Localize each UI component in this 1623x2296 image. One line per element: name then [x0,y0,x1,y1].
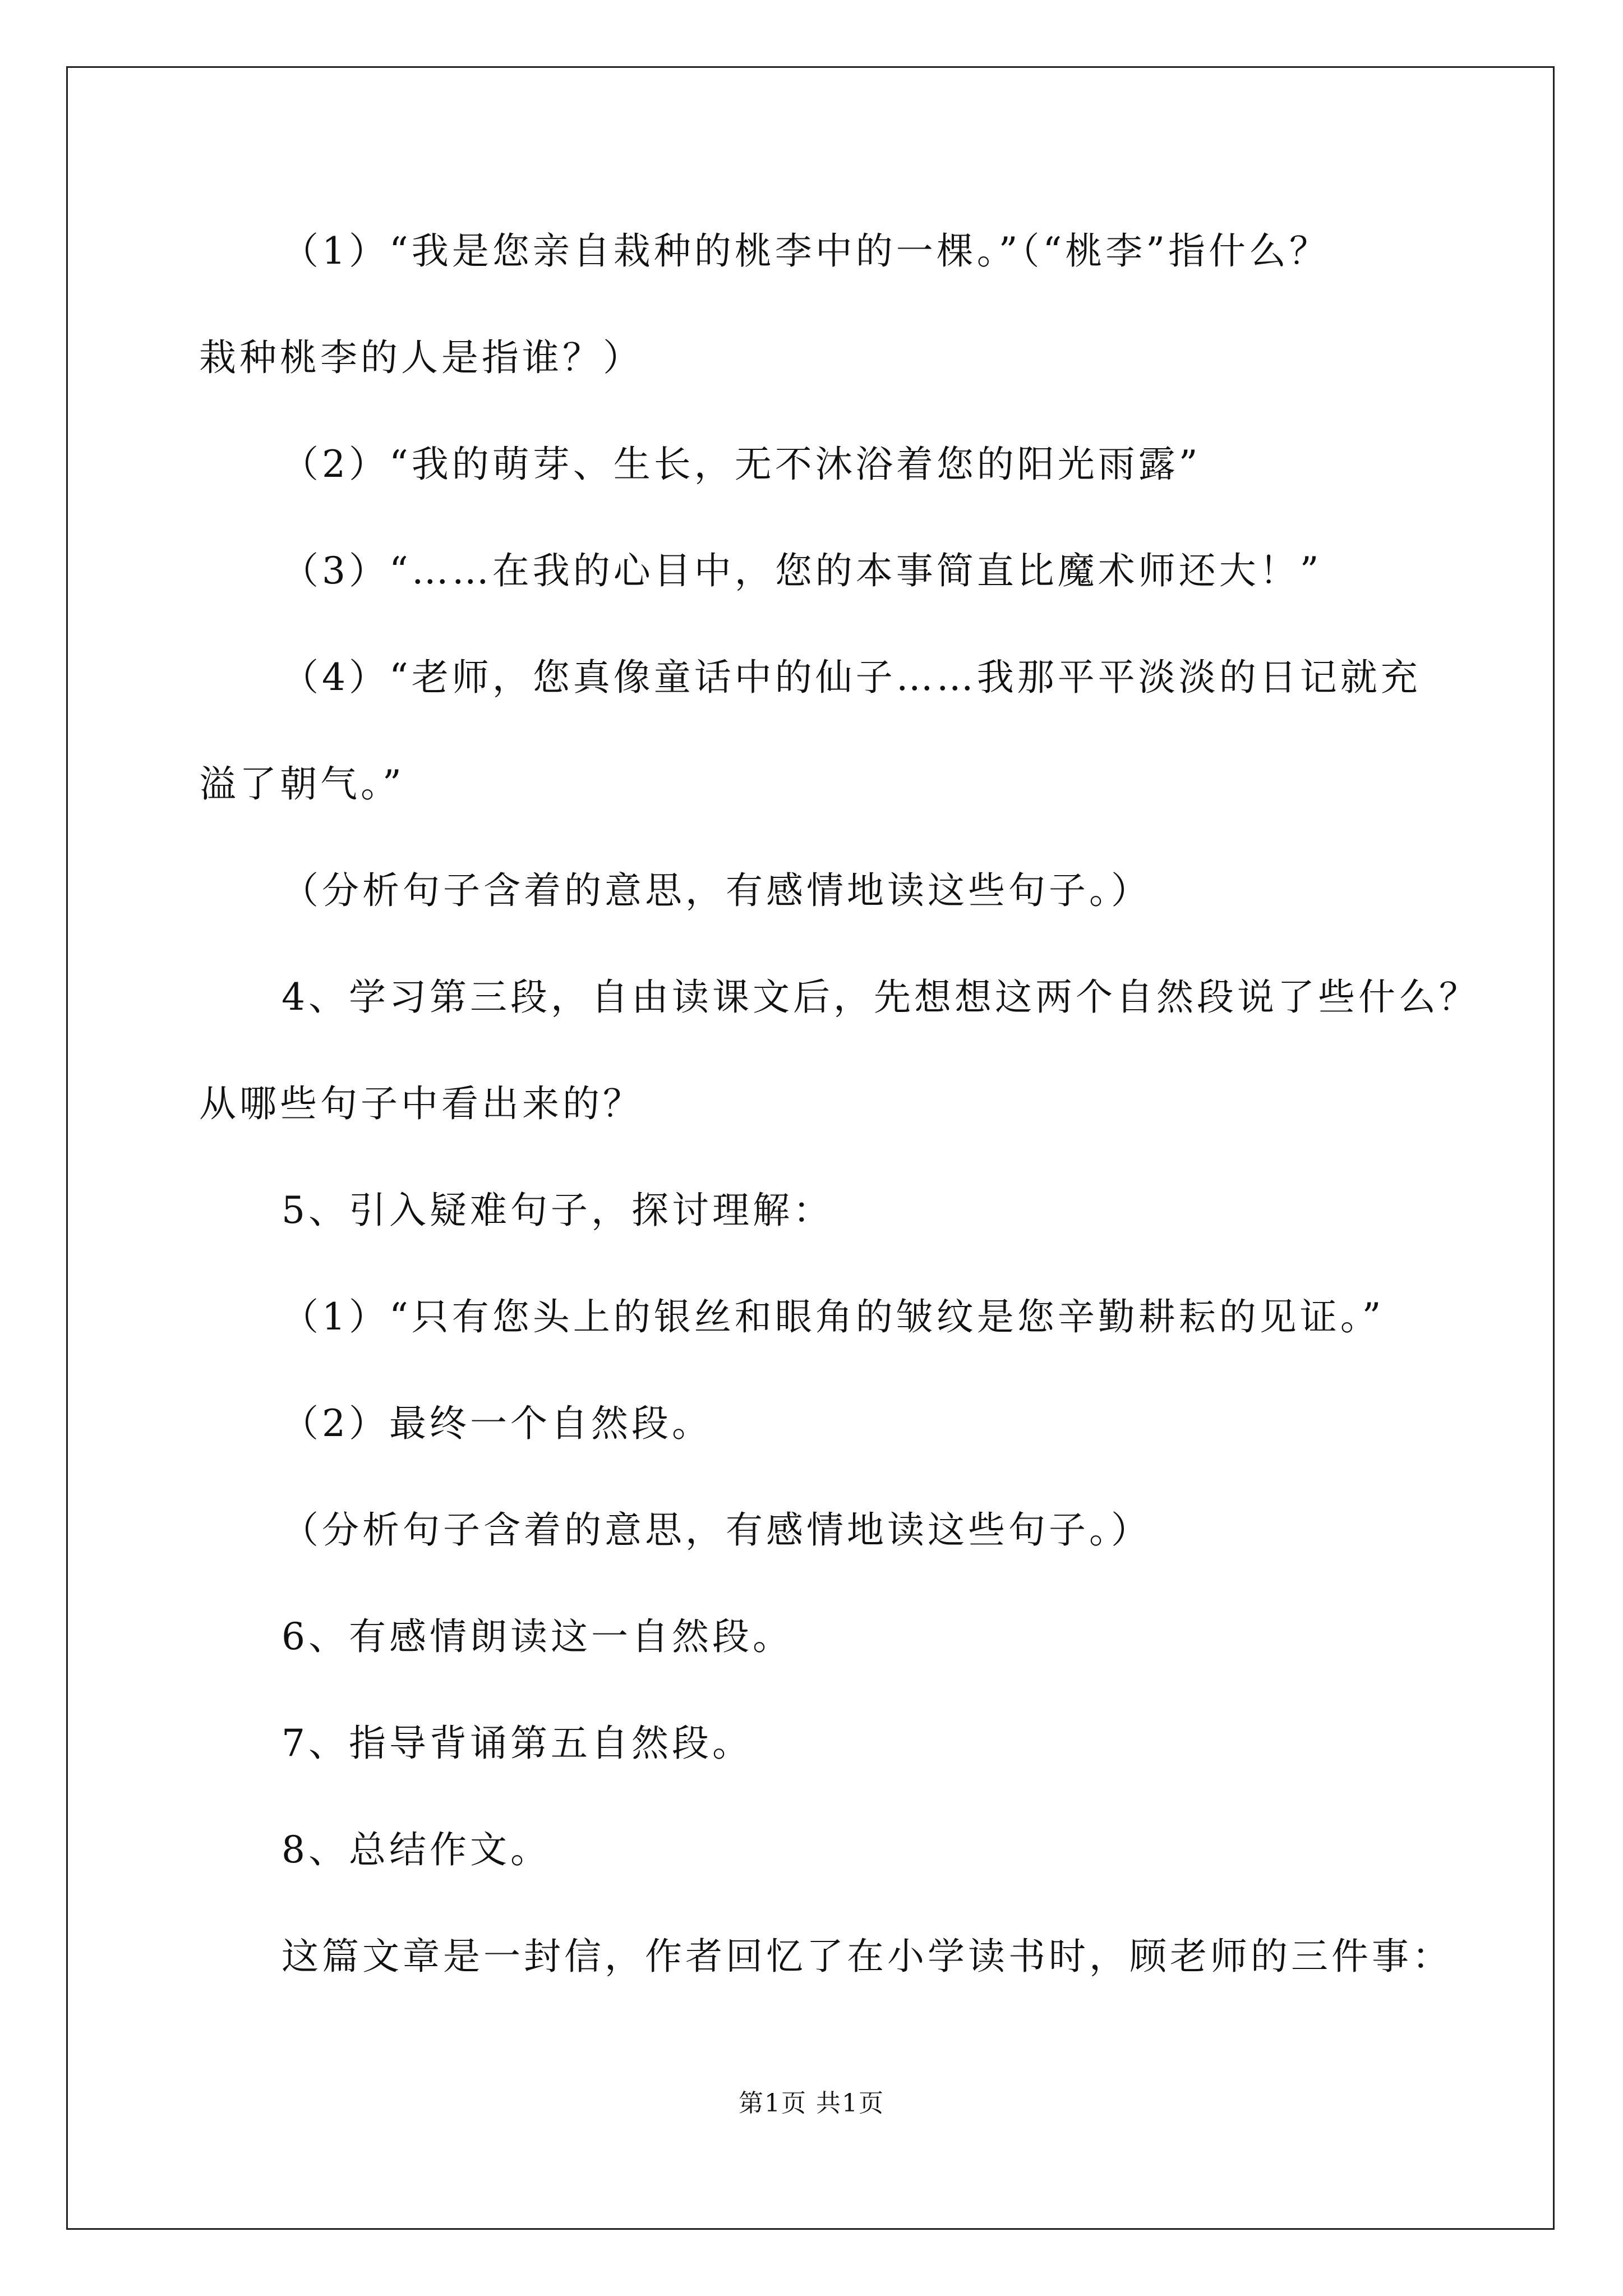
text-line: （3）“……在我的心目中，您的本事简直比魔术师还大！” [282,549,1322,592]
page-border [66,66,1555,2230]
text-line: （1）“只有您头上的银丝和眼角的皱纹是您辛勤耕耘的见证。” [282,1295,1385,1338]
text-line: 从哪些句子中看出来的？ [199,1082,643,1125]
text-line: 5、引入疑难句子，探讨理解： [282,1189,833,1232]
text-line: （4）“老师，您真像童话中的仙子……我那平平淡淡的日记就充 [282,656,1421,699]
text-line: 栽种桃李的人是指谁？） [199,336,643,379]
text-line: （1）“我是您亲自栽种的桃李中的一棵。”（“桃李”指什么？ [282,229,1330,273]
text-line: 溢了朝气。” [199,762,405,806]
text-line: （分析句子含着的意思，有感情地读这些句子。） [282,869,1151,912]
text-line: （分析句子含着的意思，有感情地读这些句子。） [282,1508,1151,1552]
text-line: 这篇文章是一封信，作者回忆了在小学读书时，顾老师的三件事： [282,1935,1453,1978]
text-line: 4、学习第三段，自由读课文后，先想想这两个自然段说了些什么？ [282,976,1479,1019]
text-line: （2）最终一个自然段。 [282,1402,712,1445]
text-line: 7、指导背诵第五自然段。 [282,1722,753,1765]
text-line: 8、总结作文。 [282,1828,551,1871]
text-line: （2）“我的萌芽、生长，无不沐浴着您的阳光雨露” [282,443,1201,486]
text-line: 6、有感情朗读这一自然段。 [282,1615,793,1658]
page-footer: 第1页 共1页 [739,2089,884,2118]
